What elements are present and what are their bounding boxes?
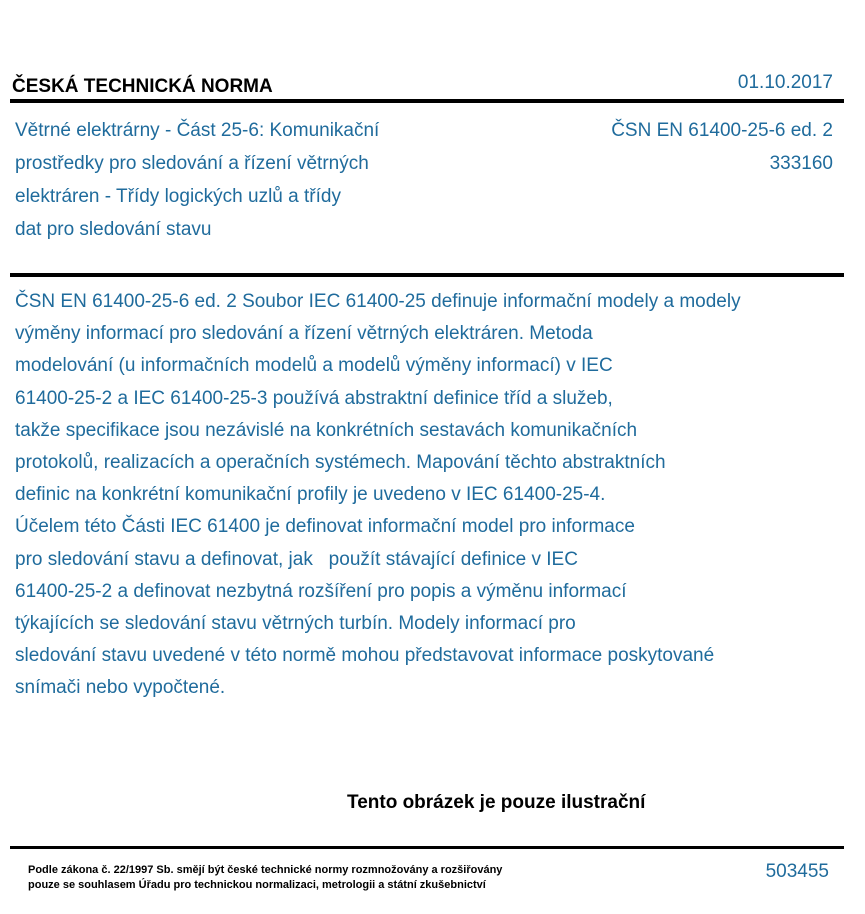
abstract-line: ČSN EN 61400-25-6 ed. 2 Soubor IEC 61400-25 definuje informační modely a modely [15, 291, 741, 312]
document-title-line: dat pro sledování stavu [15, 219, 212, 240]
abstract-line: pro sledování stavu a definovat, jak použít stávající definice v IEC [15, 548, 578, 570]
abstract-line: výměny informací pro sledování a řízení větrných elektráren. Metoda [15, 323, 593, 345]
header-date: 01.10.2017 [737, 72, 833, 93]
legal-note-line: Podle zákona č. 22/1997 Sb. smějí být české technické normy rozmnožovány a rozšiřovány [28, 864, 503, 876]
legal-note [28, 863, 502, 893]
abstract-line: sledování stavu uvedené v této normě mohou představovat informace poskytované [15, 645, 715, 667]
document-title [15, 114, 455, 246]
middle-rule [10, 273, 844, 277]
abstract-line: 61400-25-2 a definovat nezbytná rozšíření pro popis a výměnu informací [15, 580, 627, 602]
document-designation: ČSN EN 61400-25-6 ed. 2 [611, 120, 833, 141]
top-rule [10, 99, 844, 103]
abstract-line: Účelem této Části IEC 61400 je definovat informační model pro informace [15, 516, 635, 538]
footer-code: 503455 [765, 861, 829, 882]
document-identifier [611, 114, 833, 180]
bottom-rule [10, 846, 844, 849]
abstract-line: definic na konkrétní komunikační profily je uvedeno v IEC 61400-25-4. [15, 484, 606, 506]
abstract-line: takže specifikace jsou nezávislé na konkrétních sestavách komunikačních [15, 419, 638, 441]
classification-code: 333160 [769, 153, 833, 174]
abstract-line: modelování (u informačních modelů a modelů výměny informací) v IEC [15, 355, 613, 377]
illustration-note: Tento obrázek je pouze ilustrační [347, 792, 646, 813]
abstract-line: 61400-25-2 a IEC 61400-25-3 používá abstraktní definice tříd a služeb, [15, 387, 613, 409]
document-title-line: prostředky pro sledování a řízení větrných [15, 153, 369, 174]
abstract-line: protokolů, realizacích a operačních systémech. Mapování těchto abstraktních [15, 452, 666, 474]
document-title-line: elektráren - Třídy logických uzlů a třídy [15, 186, 341, 207]
legal-note-line: pouze se souhlasem Úřadu pro technickou normalizaci, metrologii a státní zkušebnictví [28, 879, 486, 891]
abstract-line: snímači nebo vypočtené. [15, 677, 226, 699]
abstract [15, 286, 845, 705]
abstract-line: týkajících se sledování stavu větrných turbín. Modely informací pro [15, 613, 576, 635]
document-title-line: Větrné elektrárny - Část 25-6: Komunikační [15, 120, 380, 141]
header-title: ČESKÁ TECHNICKÁ NORMA [12, 76, 273, 97]
